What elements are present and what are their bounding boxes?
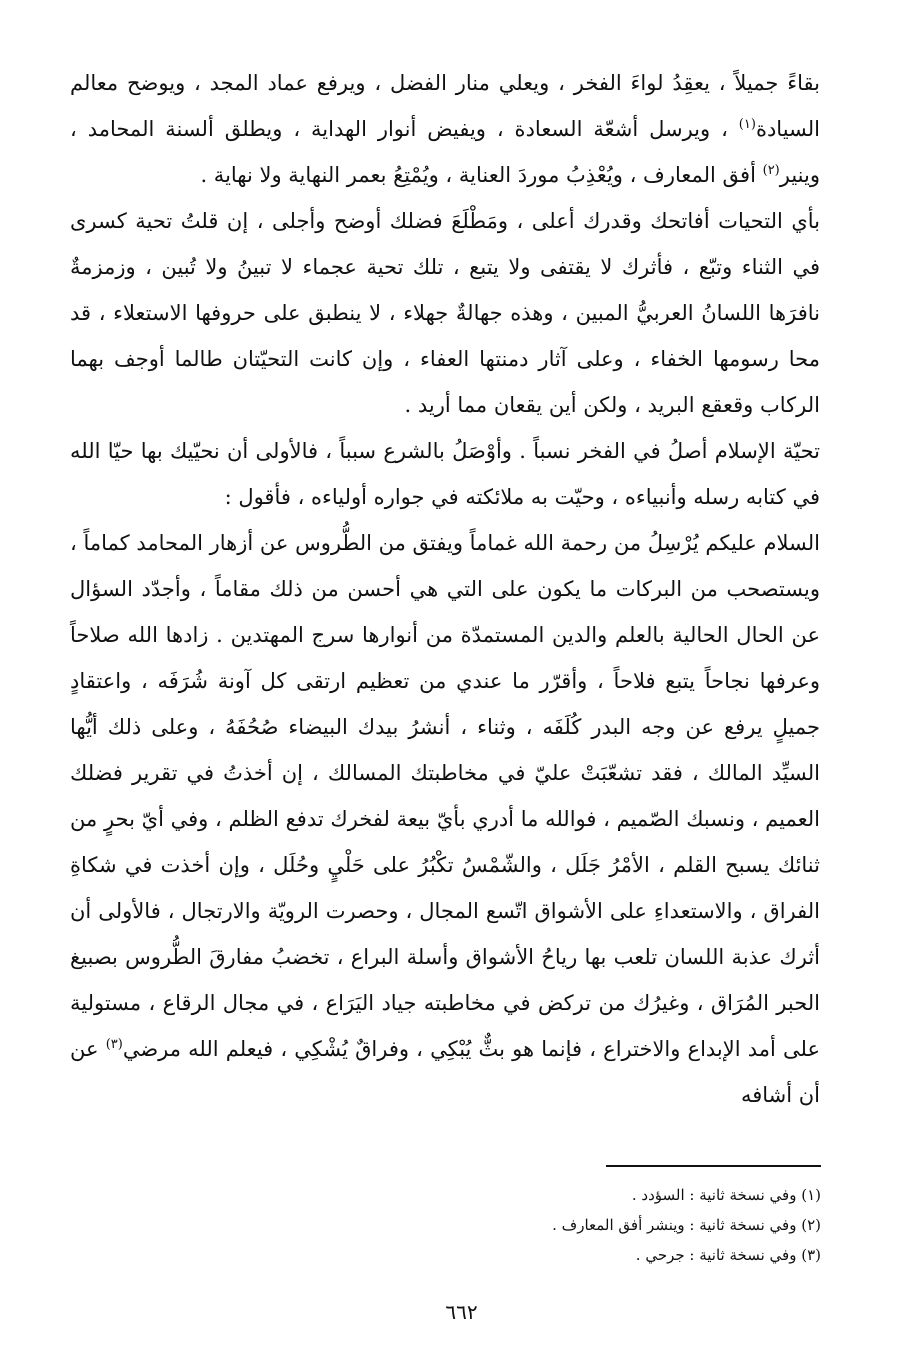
footnote-ref-1: (١): [738, 117, 756, 132]
footnotes: [321, 1180, 821, 1270]
footnote-2: (٢) وفي نسخة ثانية : وينشر أفق المعارف .: [552, 1216, 821, 1234]
footnote-ref-3: (٣): [105, 1037, 123, 1052]
main-text: [70, 60, 820, 1118]
footnote-1: (١) وفي نسخة ثانية : السؤدد .: [631, 1186, 821, 1204]
paragraph-2: بأي التحيات أفاتحك وقدرك أعلى ، ومَطْلَعَ فضلك أوضح وأجلى ، إن قلتُ تحية كسرى في الثناء وتبّع ، فأثرك لا يقتفى ولا يتبع ، تلك تحية عجماء لا تبينُ ولا تُبين ، وزمزمةٌ نافرَها اللسانُ العربيُّ المبين ، وهذه جهالةٌ جهلاء ، لا ينطبق على حروفها الاستعلاء ، قد محا رسومها الخفاء ، وعلى آثار دمنتها العفاء ، وإن كانت التحيّتان طالما أوجف بهما الركاب وقعقع البريد ، ولكن أين يقعان مما أريد .: [70, 209, 820, 417]
footnote-divider: [606, 1165, 821, 1167]
footnote-3: (٣) وفي نسخة ثانية : جرحي .: [635, 1246, 821, 1264]
paragraph-4-part-a: السلام عليكم يُرْسِلُ من رحمة الله غماماً ويفتق من الطُّروس عن أزهار المحامد كماماً ، ويستصحب من البركات ما يكون على التي هي أحسن من ذلك مقاماً ، وأجدّد السؤال عن الحال الحالية بالعلم والدين المستمدّة من أنوارها سرج المهتدين . زادها الله صلاحاً وعرفها نجاحاً يتبع فلاحاً ، وأقرّر ما عندي من تعظيم ارتقى كل آونة شُرَفَه ، واعتقادٍ جميلٍ يرفع عن وجه البدر كُلَفَه ، وثناء ، أنشرُ بيدك البيضاء صُحُفَهُ ، وعلى ذلك أيُّها السيِّد المالك ، فقد تشعّبَتْ عليّ في مخاطبتك المسالك ، إن أخذتُ في تقرير فضلك العميم ، ونسبك الصّميم ، فوالله ما أدري بأيّ بيعة لفخرك تدفع الظلم ، وفي أيّ بحرٍ من ثنائك يسبح القلم ، الأمْرُ جَلَل ، والشّمْسُ تكْبُرُ على حَلْيٍ وحُلَل ، وإن أخذت في شكاةِ الفراق ، والاستعداءِ على الأشواق اتّسع المجال ، وحصرت الرويّة والارتجال ، فالأولى أن أثرك عذبة اللسان تلعب بها رياحُ الأشواق وأسلة البراع ، تخضبُ مفارقَ الطُّروس بصبيغ الحبر المُرَاق ، وغيرُك من تركض في مخاطبته جياد اليَرَاع ، في مجال الرقاع ، مستولية على أمد الإبداع والاختراع ، فإنما هو بثٌّ يُبْكِي ، وفراقٌ يُشْكِي ، فيعلم الله مرضي: [70, 531, 820, 1061]
paragraph-1-part-c: أفق المعارف ، ويُعْذِبُ موردَ العناية ، ويُمْتِعُ بعمر النهاية ولا نهاية .: [200, 163, 763, 187]
paragraph-1: [70, 60, 820, 198]
paragraph-4: [70, 520, 820, 1118]
footnote-ref-2: (٢): [762, 163, 780, 178]
paragraph-4-part-b: عن أن أشافه: [70, 1037, 820, 1107]
page-number: ٦٦٢: [445, 1300, 478, 1324]
paragraph-3: تحيّة الإسلام أصلُ في الفخر نسباً . وأوْصَلُ بالشرع سبباً ، فالأولى أن نحيّيك بها حيّا الله في كتابه رسله وأنبياءه ، وحيّت به ملائكته في جواره أولياءه ، فأقول :: [70, 439, 820, 509]
paragraph-1-part-a: بقاءً جميلاً ، يعقِدُ لواءَ الفخر ، ويعلي منار الفضل ، ويرفع عماد المجد ، ويوضح معالم السيادة: [70, 71, 820, 141]
paragraph-1-part-b: ، ويرسل أشعّة السعادة ، ويفيض أنوار الهداية ، ويطلق ألسنة المحامد ، وينير: [70, 117, 820, 187]
